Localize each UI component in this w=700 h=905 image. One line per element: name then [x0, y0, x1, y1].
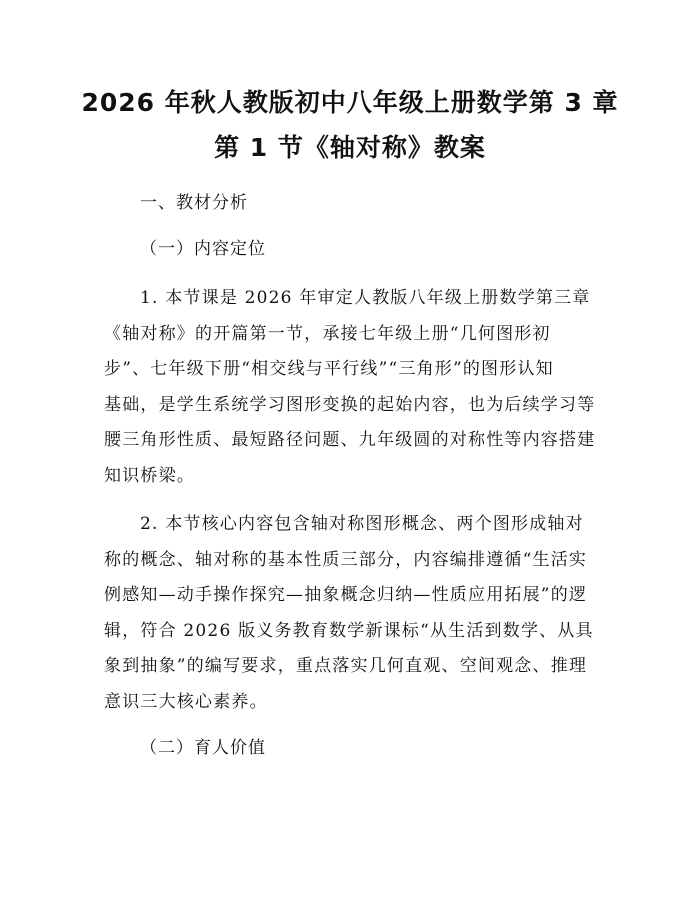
paragraph-line: 称的概念、轴对称的基本性质三部分，内容编排遵循“生活实: [104, 549, 588, 570]
paragraph-line: 《轴对称》的开篇第一节，承接七年级上册“几何图形初: [104, 323, 551, 344]
paragraph-line: 意识三大核心素养。: [104, 691, 268, 712]
document-title-line-2: 第 1 节《轴对称》教案: [214, 133, 486, 162]
paragraph-2: [104, 507, 604, 720]
paragraph-1: [104, 281, 604, 494]
subsection-heading-content-positioning: （一）内容定位: [140, 239, 266, 259]
paragraph-line: 基础，是学生系统学习图形变换的起始内容，也为后续学习等: [104, 394, 596, 415]
paragraph-line: 辑，符合 2026 版义务教育数学新课标“从生活到数学、从具: [104, 620, 594, 641]
document-title-line-1: 2026 年秋人教版初中八年级上册数学第 3 章: [81, 88, 619, 117]
paragraph-line: 腰三角形性质、最短路径问题、九年级圆的对称性等内容搭建: [104, 430, 596, 450]
paragraph-line: 步”、七年级下册“相交线与平行线”“三角形”的图形认知: [104, 359, 554, 379]
paragraph-line: 1. 本节课是 2026 年审定人教版八年级上册数学第三章: [140, 288, 591, 308]
paragraph-line: 例感知—动手操作探究—抽象概念归纳—性质应用拓展”的逻: [104, 585, 588, 605]
paragraph-line: 象到抽象”的编写要求，重点落实几何直观、空间观念、推理: [104, 656, 588, 676]
subsection-heading-educational-value: （二）育人价值: [140, 738, 266, 758]
paragraph-line: 知识桥梁。: [104, 465, 195, 486]
section-heading-textbook-analysis: 一、教材分析: [140, 193, 248, 213]
paragraph-line: 2. 本节核心内容包含轴对称图形概念、两个图形成轴对: [140, 514, 584, 534]
